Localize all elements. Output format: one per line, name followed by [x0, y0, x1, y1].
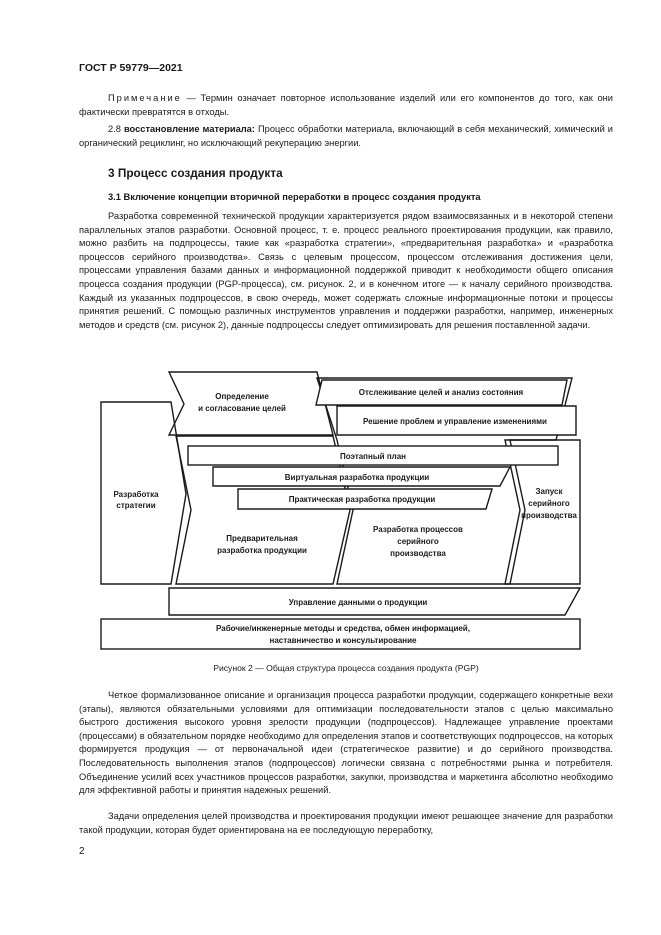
definition-term: восстановление материала:: [123, 124, 255, 134]
launch-label-3: производства: [521, 511, 577, 520]
prelim-label-1: Предварительная: [226, 534, 298, 543]
launch-label-2: серийного: [528, 499, 570, 508]
pgp-diagram: [95, 365, 595, 655]
practical-label: Практическая разработка продукции: [288, 495, 436, 504]
definition-label-1: Определение: [215, 392, 269, 401]
serial-dev-label-3: производства: [390, 549, 446, 558]
virtual-label: Виртуальная разработка продукции: [284, 473, 430, 482]
definition-label-2: и согласование целей: [198, 404, 286, 413]
methods-label-1: Рабочие/инженерные методы и средства, обмен информацией,: [216, 624, 470, 633]
serial-dev-label-1: Разработка процессов: [373, 525, 463, 534]
note-text: — Термин означает повторное использование изделий или его компонентов до того, как они фактически превратятся в отходы.: [79, 93, 613, 117]
prelim-label-2: разработка продукции: [217, 546, 307, 555]
strategy-label-2: стратегии: [116, 501, 156, 510]
page-number: 2: [79, 846, 85, 857]
body-paragraph-1: Разработка современной технической продукции характеризуется рядом взаимосвязанных и в некоторой степени параллельных этапов разработки. Основной процесс, т. е. процесс реального проектирования продукции, как правило, можно разбить на подпроцессы, такие как «разработка стратегии», «предварительная разработка» и «разработка процессов серийного производства». Связь с целевым процессом, процессом отслеживания достижения цели, процессами управления базами данных и информационной поддержкой приводит к необходимости общего описания процесса создания продукции (PGP-процесса), см. рисунок. 2, и в конечном итоге — к началу серийного производства. Каждый из указанных подпроцессов, в свою очередь, может содержать сложные информационные потоки и процессы принятия решений. С помощью различных инструментов управления и поддержки разработки, например, инженерных методов и средств (см. рисунок 2), данные подпроцессы следует оптимизировать для решения поставленной задачи.: [79, 211, 613, 330]
figure-caption: Рисунок 2 — Общая структура процесса создания продукта (PGP): [213, 663, 479, 673]
stage-plan-label: Поэтапный план: [339, 452, 407, 461]
data-mgmt-label: Управление данными о продукции: [288, 598, 428, 607]
launch-label-1: Запуск: [535, 487, 563, 496]
definition-text: Процесс обработки материала, включающий в себя механический, химический и органический рециклинг, но исключающий рекуперацию энергии.: [79, 124, 613, 148]
definition-2-8: [79, 123, 613, 150]
definition-number: 2.8: [108, 124, 124, 134]
tracking-label: Отслеживание целей и анализ состояния: [358, 388, 524, 397]
body-paragraph-2: Четкое формализованное описание и организация процесса разработки продукции, содержащего конкретные вехи (этапы), являются обязательными условиями для оптимизации последовательности этапов с целью максимально быстрого достижения высокого уровня зрелости продукции (подпроцессов). Надлежащее управление проектами (процессами) в обязательном порядке необходимо для определения этапов и соответствующих подпроцессов, на которых формируется продукция — от первоначальной идеи (стратегическое развитие) и до серийного производства. Последовательность выполнения этапов (подпроцессов) логически связана с потребностями рынка и потребителя. Объединение усилий всех участников процессов разработки, закупки, производства и маркетинга абсолютно необходимо для эффективной работы и принятия надежных решений.: [79, 690, 613, 796]
document-header: ГОСТ Р 59779—2021: [79, 62, 183, 74]
body-paragraph-3: Задачи определения целей производства и проектирования продукции имеют решающее значение для разработки такой продукции, которая будет ориентирована на ее последующую переработку,: [79, 811, 613, 835]
strategy-label-1: Разработка: [113, 490, 159, 499]
section-3-heading: 3 Процесс создания продукта: [108, 166, 283, 180]
problems-label: Решение проблем и управление изменениями: [363, 417, 547, 426]
serial-dev-label-2: серийного: [397, 537, 439, 546]
note-lead: Примечание: [108, 93, 182, 103]
methods-label-2: наставничество и консультирование: [269, 636, 417, 645]
section-3-1-heading: 3.1 Включение концепции вторичной переработки в процесс создания продукта: [108, 192, 481, 202]
note-paragraph: [79, 92, 613, 119]
